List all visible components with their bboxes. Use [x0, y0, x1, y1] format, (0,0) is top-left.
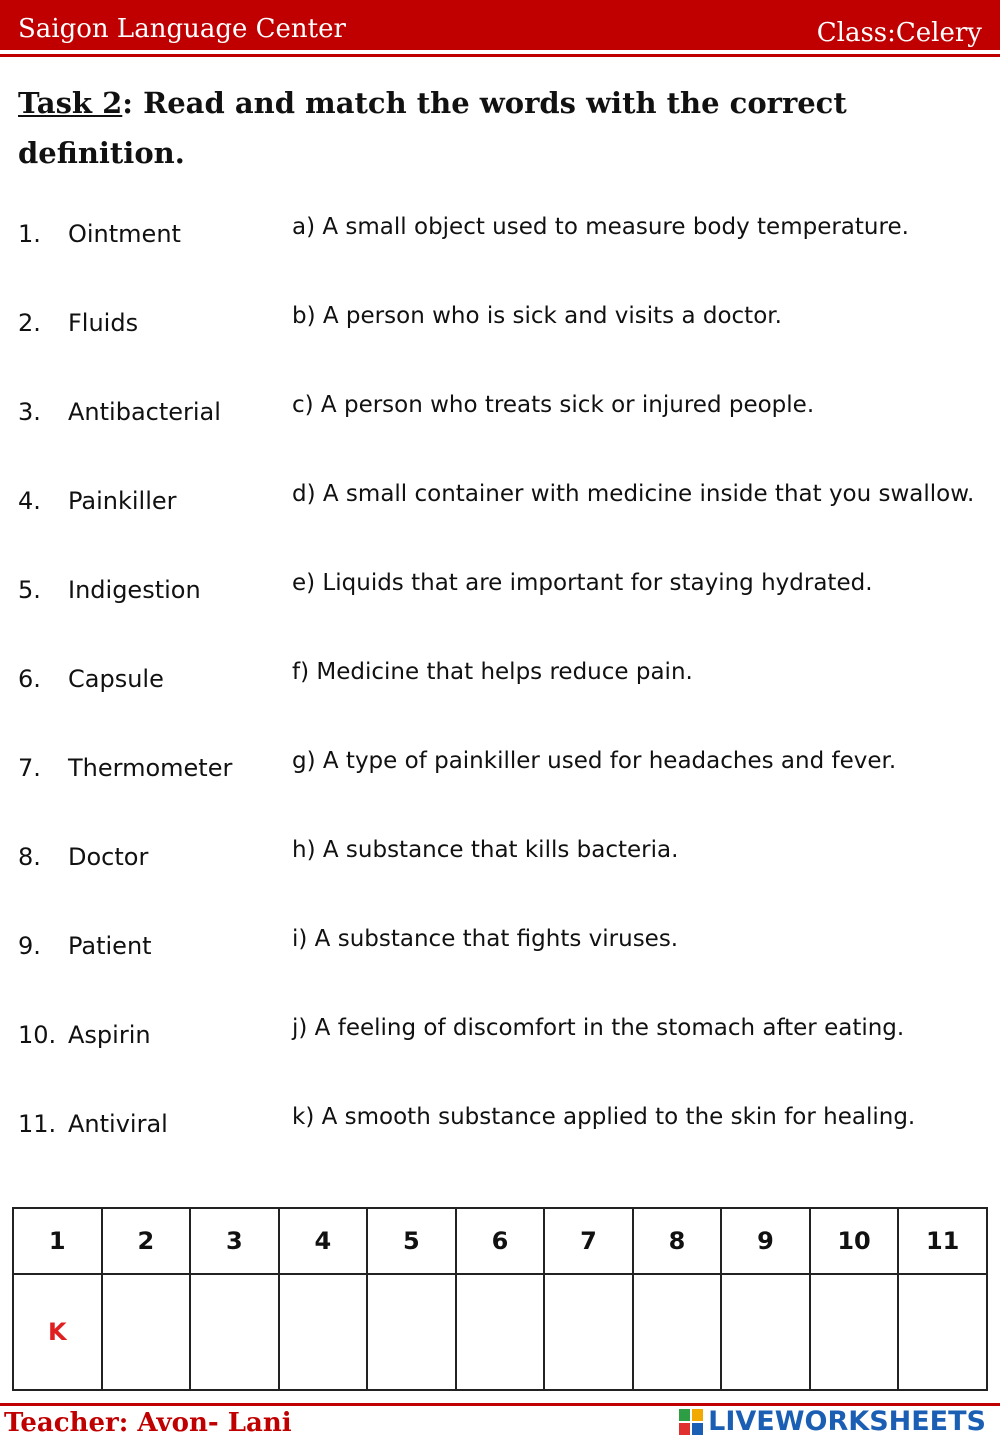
answer-table [12, 1207, 988, 1391]
word-item [18, 397, 221, 427]
answer-cell[interactable] [721, 1274, 810, 1390]
answer-cell[interactable] [456, 1274, 545, 1390]
definition-item: j) A feeling of discomfort in the stomach after eating. [292, 1015, 905, 1041]
word-number: 8. [18, 843, 41, 871]
word-number: 10. [18, 1021, 57, 1049]
word-item [18, 842, 148, 872]
header-bar [0, 0, 1000, 50]
answer-cell[interactable] [633, 1274, 722, 1390]
definition-item: i) A substance that fights viruses. [292, 926, 679, 952]
word-number: 9. [18, 932, 41, 960]
answer-header-cell: 9 [721, 1208, 810, 1274]
class-label: Class:Celery [816, 18, 982, 48]
word-number: 5. [18, 576, 41, 604]
definition-item: k) A smooth substance applied to the skin for healing. [292, 1104, 916, 1130]
word-item [18, 1020, 151, 1050]
definition-item: d) A small container with medicine inside that you swallow. [292, 481, 975, 507]
answer-header-cell: 2 [102, 1208, 191, 1274]
answer-table-input-row [13, 1274, 987, 1390]
word-item [18, 931, 152, 961]
answer-table-header-row [13, 1208, 987, 1274]
word-number: 7. [18, 754, 41, 782]
word-text: Indigestion [68, 576, 201, 604]
word-item [18, 219, 181, 249]
word-number: 4. [18, 487, 41, 515]
definition-item: f) Medicine that helps reduce pain. [292, 659, 693, 685]
word-item [18, 753, 232, 783]
word-number: 3. [18, 398, 41, 426]
answer-header-cell: 5 [367, 1208, 456, 1274]
answer-cell[interactable] [898, 1274, 987, 1390]
answer-header-cell: 8 [633, 1208, 722, 1274]
word-text: Antiviral [68, 1110, 168, 1138]
word-text: Capsule [68, 665, 164, 693]
word-item [18, 1109, 168, 1139]
liveworksheets-logo-icon [678, 1408, 704, 1436]
word-item [18, 308, 138, 338]
word-number: 11. [18, 1110, 57, 1138]
definition-item: b) A person who is sick and visits a doctor. [292, 303, 782, 329]
answer-cell[interactable] [367, 1274, 456, 1390]
word-item [18, 664, 164, 694]
definition-item: e) Liquids that are important for staying hydrated. [292, 570, 873, 596]
definition-item: g) A type of painkiller used for headaches and fever. [292, 748, 897, 774]
word-text: Patient [68, 932, 152, 960]
center-name: Saigon Language Center [18, 14, 346, 44]
word-text: Aspirin [68, 1021, 151, 1049]
word-item [18, 486, 177, 516]
answer-header-cell: 11 [898, 1208, 987, 1274]
task-instruction: : Read and match the words with the correct definition. [18, 86, 847, 170]
word-text: Ointment [68, 220, 181, 248]
word-text: Thermometer [68, 754, 233, 782]
answer-cell[interactable] [544, 1274, 633, 1390]
word-text: Fluids [68, 309, 139, 337]
answer-header-cell: 7 [544, 1208, 633, 1274]
answer-cell[interactable] [279, 1274, 368, 1390]
definition-item: h) A substance that kills bacteria. [292, 837, 679, 863]
header-divider [0, 54, 1000, 57]
word-text: Doctor [68, 843, 149, 871]
word-number: 2. [18, 309, 41, 337]
answer-header-cell: 10 [810, 1208, 899, 1274]
answer-header-cell: 3 [190, 1208, 279, 1274]
word-text: Antibacterial [68, 398, 221, 426]
answer-cell[interactable] [810, 1274, 899, 1390]
word-item [18, 575, 201, 605]
brand-text: LIVEWORKSHEETS [708, 1406, 986, 1437]
word-text: Painkiller [68, 487, 177, 515]
definition-item: c) A person who treats sick or injured people. [292, 392, 815, 418]
teacher-name: Teacher: Avon- Lani [4, 1408, 292, 1438]
answer-header-cell: 6 [456, 1208, 545, 1274]
answer-cell[interactable] [190, 1274, 279, 1390]
answer-cell[interactable]: K [13, 1274, 102, 1390]
answer-cell[interactable] [102, 1274, 191, 1390]
task-title [18, 78, 978, 178]
answer-header-cell: 4 [279, 1208, 368, 1274]
definition-item: a) A small object used to measure body temperature. [292, 214, 909, 240]
word-number: 6. [18, 665, 41, 693]
liveworksheets-brand[interactable] [678, 1406, 986, 1437]
task-label: Task 2 [18, 86, 123, 120]
word-number: 1. [18, 220, 41, 248]
answer-header-cell: 1 [13, 1208, 102, 1274]
